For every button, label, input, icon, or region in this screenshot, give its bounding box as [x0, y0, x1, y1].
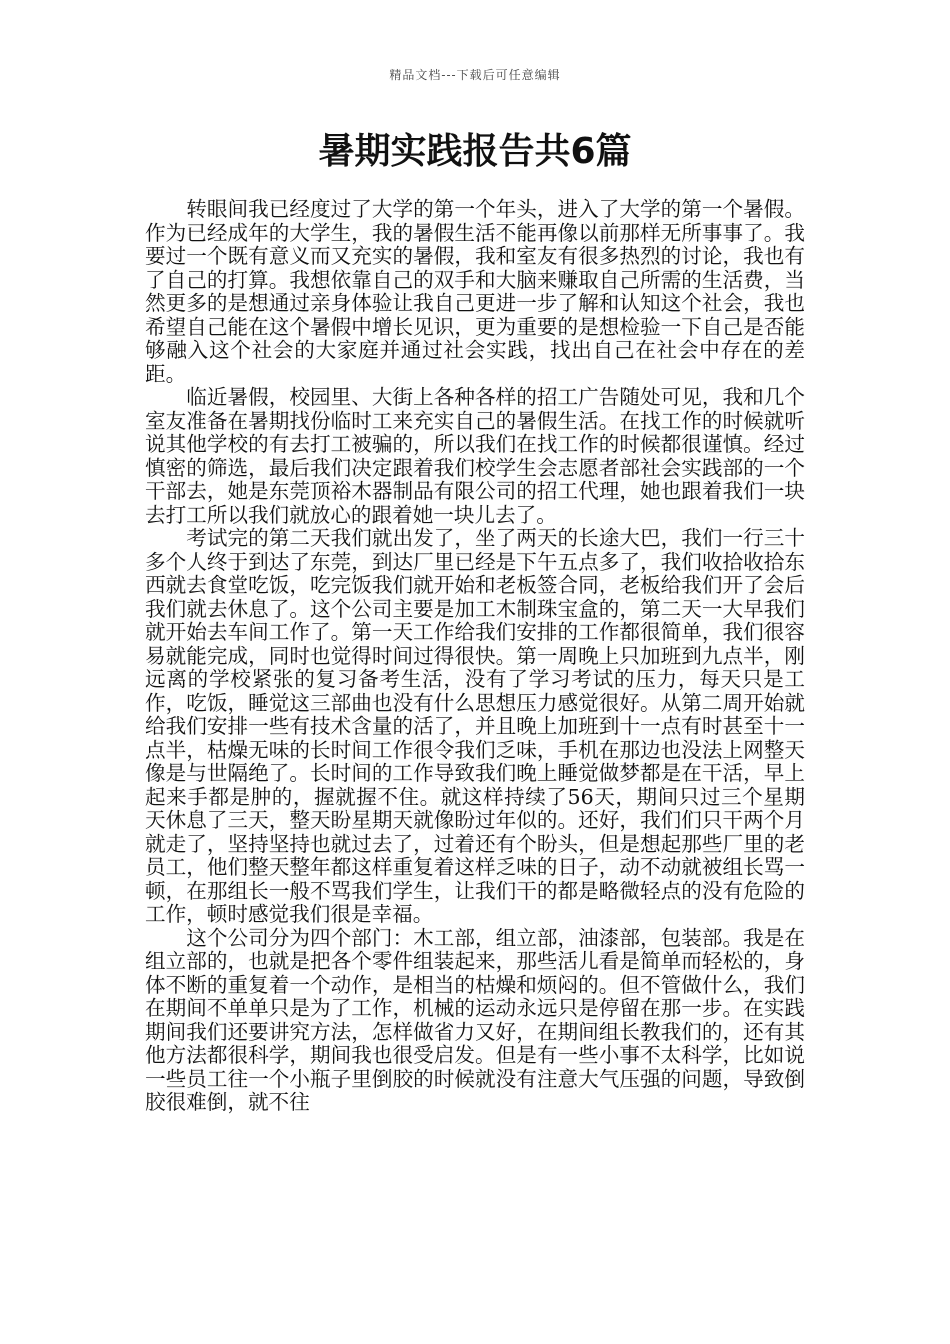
page-header: 精品文档---下载后可任意编辑: [389, 68, 561, 82]
document-body: [145, 198, 805, 1115]
paragraph-4: 这个公司分为四个部门：木工部，组立部，油漆部，包装部。我是在组立部的，也就是把各个零件组装起来，那些活儿看是简单而轻松的，身体不断的重复着一个动作，是相当的枯燥和烦闷的。但不管做什么，我们在期间不单单只是为了工作，机械的运动永远只是停留在那一步。在实践期间我们还要讲究方法，怎样做省力又好，在期间组长教我们的，还有其他方法都很科学，期间我也很受启发。但是有一些小事不太科学，比如说一些员工往一个小瓶子里倒胶的时候就没有注意大气压强的问题，导致倒胶很难倒，就不往: [145, 925, 805, 1114]
document-title: 暑期实践报告共6篇: [318, 131, 632, 172]
paragraph-3: 考试完的第二天我们就出发了，坐了两天的长途大巴，我们一行三十多个人终于到达了东莞，到达厂里已经是下午五点多了，我们收拾收拾东西就去食堂吃饭，吃完饭我们就开始和老板签合同，老板给我们开了会后我们就去休息了。这个公司主要是加工木制珠宝盒的，第二天一大早我们就开始去车间工作了。第一天工作给我们安排的工作都很简单，我们很容易就能完成，同时也觉得时间过得很快。第一周晚上只加班到九点半，刚远离的学校紧张的复习备考生活，没有了学习考试的压力，每天只是工作，吃饭，睡觉这三部曲也没有什么思想压力感觉很好。从第二周开始就给我们安排一些有技术含量的活了，并且晚上加班到十一点有时甚至十一点半，枯燥无味的长时间工作很令我们乏味，手机在那边也没法上网整天像是与世隔绝了。长时间的工作导致我们晚上睡觉做梦都是在干活，早上起来手都是肿的，握就握不住。就这样持续了56天，期间只过三个星期天休息了三天，整天盼星期天就像盼过年似的。还好，我们们只干两个月就走了，坚持坚持也就过去了，过着还有个盼头，但是想起那些厂里的老员工，他们整天整年都这样重复着这样乏味的日子，动不动就被组长骂一顿，在那组长一般不骂我们学生，让我们干的都是略微轻点的没有危险的工作，顿时感觉我们很是幸福。: [145, 526, 805, 926]
paragraph-1: 转眼间我已经度过了大学的第一个年头，进入了大学的第一个暑假。作为已经成年的大学生，我的暑假生活不能再像以前那样无所事事了。我要过一个既有意义而又充实的暑假，我和室友有很多热烈的讨论，我也有了自己的打算。我想依靠自己的双手和大脑来赚取自己所需的生活费，当然更多的是想通过亲身体验让我自己更进一步了解和认知这个社会，我也希望自己能在这个暑假中增长见识，更为重要的是想检验一下自己是否能够融入这个社会的大家庭并通过社会实践，找出自己在社会中存在的差距。: [145, 197, 805, 386]
paragraph-2: 临近暑假，校园里、大街上各种各样的招工广告随处可见，我和几个室友准备在暑期找份临时工来充实自己的暑假生活。在找工作的时候就听说其他学校的有去打工被骗的，所以我们在找工作的时候都很谨慎。经过慎密的筛选，最后我们决定跟着我们校学生会志愿者部社会实践部的一个干部去，她是东莞顶裕木器制品有限公司的招工代理，她也跟着我们一块去打工所以我们就放心的跟着她一块儿去了。: [145, 385, 805, 527]
